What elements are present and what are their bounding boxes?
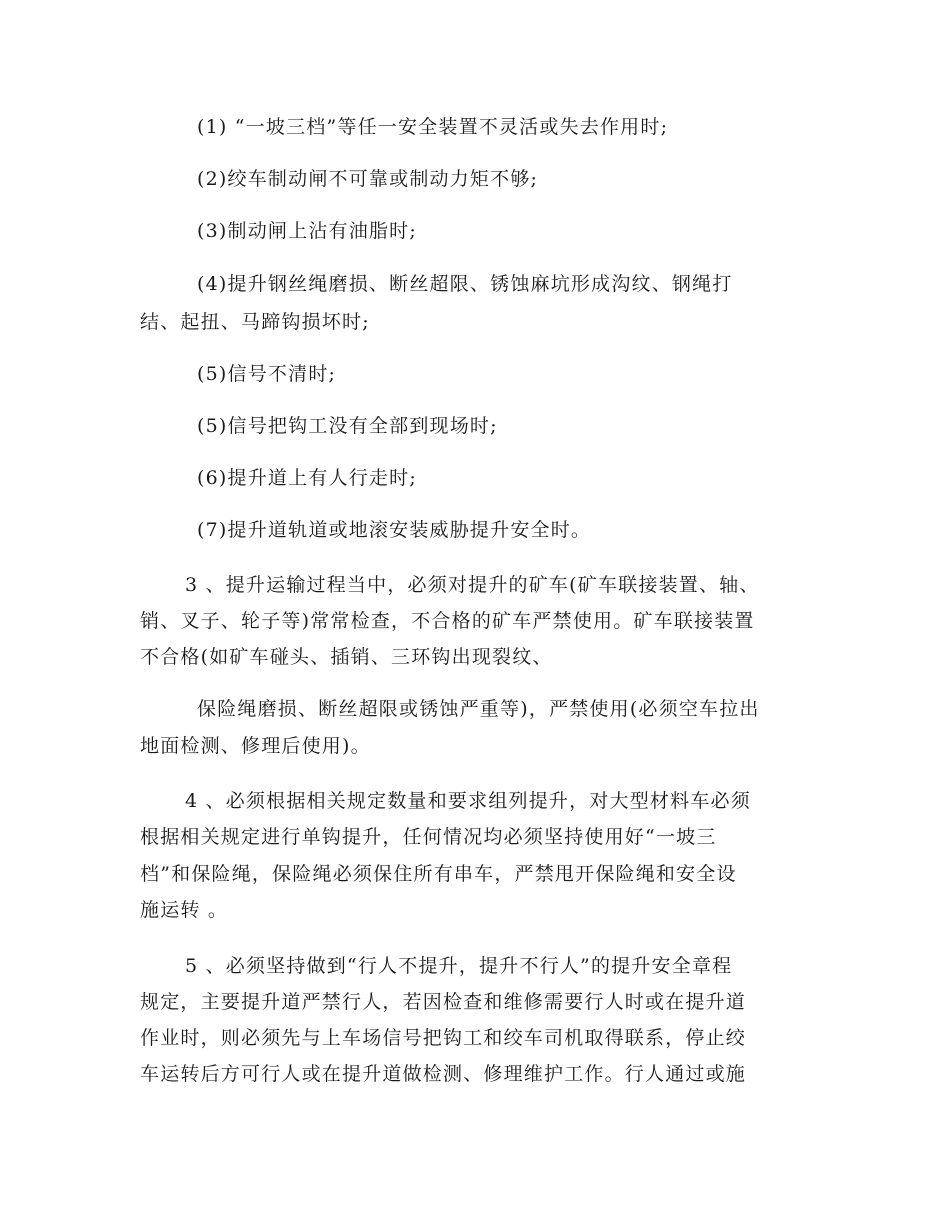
text-line-4: (4)提升钢丝绳磨损、断丝超限、锈蚀麻坑形成沟纹、钢绳打 — [197, 273, 733, 295]
text-line-8: (6)提升道上有人行走时; — [197, 467, 417, 489]
text-line-18: 施运转 。 — [140, 899, 229, 921]
text-line-21: 作业时，则必须先与上车场信号把钩工和绞车司机取得联系，停止绞 — [140, 1027, 747, 1049]
text-line-14: 地面检测、修理后使用)。 — [140, 735, 371, 757]
text-line-1: (1) “一坡三档”等任一安全装置不灵活或失去作用时; — [197, 116, 669, 138]
text-line-3: (3)制动闸上沾有油脂时; — [197, 220, 417, 242]
text-line-13: 保险绳磨损、断丝超限或锈蚀严重等)，严禁使用(必须空车拉出 — [197, 698, 760, 720]
text-line-5: 结、起扭、马蹄钩损坏时; — [140, 311, 370, 333]
text-line-17: 档”和保险绳，保险绳必须保住所有串车，严禁甩开保险绳和安全设 — [140, 863, 737, 885]
text-line-20: 规定，主要提升道严禁行人，若因检查和维修需要行人时或在提升道 — [140, 991, 747, 1013]
text-line-10: 3 、提升运输过程当中，必须对提升的矿车(矿车联接装置、轴、 — [185, 574, 760, 596]
text-line-19: 5 、必须坚持做到“行人不提升，提升不行人”的提升安全章程 — [185, 955, 733, 977]
text-line-15: 4 、必须根据相关规定数量和要求组列提升，对大型材料车必须 — [185, 790, 751, 812]
text-line-11: 销、叉子、轮子等)常常检查，不合格的矿车严禁使用。矿车联接装置 — [140, 610, 755, 632]
text-line-6: (5)信号不清时; — [197, 363, 337, 385]
text-line-2: (2)绞车制动闸不可靠或制动力矩不够; — [197, 168, 539, 190]
text-line-12: 不合格(如矿车碰头、插销、三环钩出现裂纹、 — [140, 646, 553, 668]
text-line-16: 根据相关规定进行单钩提升，任何情况均必须坚持使用好“一坡三 — [140, 826, 717, 848]
text-line-9: (7)提升道轨道或地滚安装威胁提升安全时。 — [197, 519, 592, 541]
text-line-22: 车运转后方可行人或在提升道做检测、修理维护工作。行人通过或施 — [140, 1063, 747, 1085]
text-line-7: (5)信号把钩工没有全部到现场时; — [197, 415, 498, 437]
